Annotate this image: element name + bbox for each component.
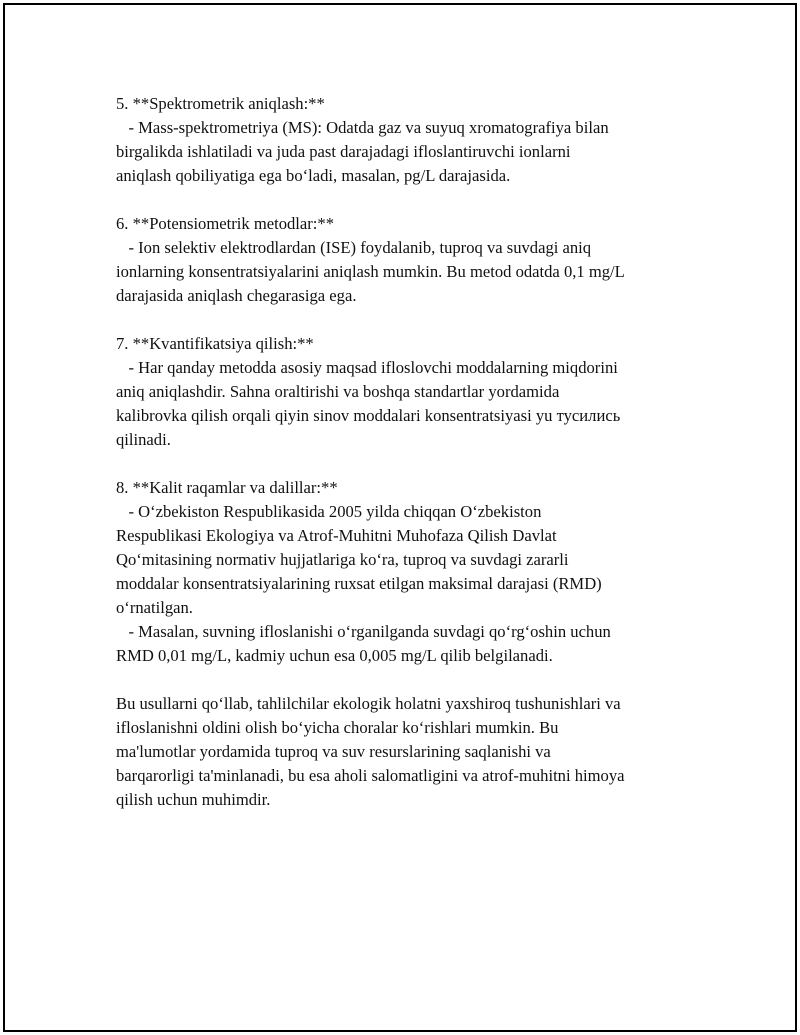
section-potensiometrik: [116, 212, 696, 308]
paragraph-line: aniqlash qobiliyatiga ega bo‘ladi, masalan, pg/L darajasida.: [116, 166, 511, 185]
bullet-line: - Mass-spektrometriya (MS): Odatda gaz va suyuq xromatografiya bilan: [116, 118, 609, 137]
paragraph-line: qilinadi.: [116, 430, 171, 449]
paragraph-line: kalibrovka qilish orqali qiyin sinov moddalari konsentratsiyasi yu тусились: [116, 406, 621, 425]
paragraph-line: ifloslanishni oldini olish bo‘yicha choralar ko‘rishlari mumkin. Bu: [116, 718, 559, 737]
paragraph-line: moddalar konsentratsiyalarining ruxsat etilgan maksimal darajasi (RMD): [116, 574, 602, 593]
paragraph-line: Respublikasi Ekologiya va Atrof-Muhitni Muhofaza Qilish Davlat: [116, 526, 557, 545]
paragraph-line: barqarorligi ta'minlanadi, bu esa aholi salomatligini va atrof-muhitni himoya: [116, 766, 625, 785]
section-heading: 6. **Potensiometrik metodlar:**: [116, 214, 334, 233]
paragraph-line: aniq aniqlashdir. Sahna oraltirishi va boshqa standartlar yordamida: [116, 382, 560, 401]
paragraph-line: Bu usullarni qo‘llab, tahlilchilar ekologik holatni yaxshiroq tushunishlari va: [116, 694, 621, 713]
paragraph-line: o‘rnatilgan.: [116, 598, 193, 617]
paragraph-line: qilish uchun muhimdir.: [116, 790, 271, 809]
section-kalit-raqamlar: [116, 476, 696, 668]
bullet-line: - Har qanday metodda asosiy maqsad ifloslovchi moddalarning miqdorini: [116, 358, 618, 377]
bullet-line: - O‘zbekiston Respublikasida 2005 yilda chiqqan O‘zbekiston: [116, 502, 542, 521]
paragraph-line: ionlarning konsentratsiyalarini aniqlash mumkin. Bu metod odatda 0,1 mg/L: [116, 262, 625, 281]
bullet-line: - Ion selektiv elektrodlardan (ISE) foydalanib, tuproq va suvdagi aniq: [116, 238, 592, 257]
paragraph-line: ma'lumotlar yordamida tuproq va suv resurslarining saqlanishi va: [116, 742, 551, 761]
section-conclusion: [116, 692, 696, 812]
section-heading: 8. **Kalit raqamlar va dalillar:**: [116, 478, 338, 497]
section-spektrometrik: [116, 92, 696, 188]
paragraph-line: RMD 0,01 mg/L, kadmiy uchun esa 0,005 mg/L qilib belgilanadi.: [116, 646, 553, 665]
paragraph-line: darajasida aniqlash chegarasiga ega.: [116, 286, 357, 305]
bullet-line: - Masalan, suvning ifloslanishi o‘rganilganda suvdagi qo‘rg‘oshin uchun: [116, 622, 611, 641]
section-heading: 5. **Spektrometrik aniqlash:**: [116, 94, 325, 113]
section-kvantifikatsiya: [116, 332, 696, 452]
paragraph-line: Qo‘mitasining normativ hujjatlariga ko‘ra, tuproq va suvdagi zararli: [116, 550, 569, 569]
document-body: [116, 92, 696, 836]
section-heading: 7. **Kvantifikatsiya qilish:**: [116, 334, 314, 353]
paragraph-line: birgalikda ishlatiladi va juda past darajadagi ifloslantiruvchi ionlarni: [116, 142, 571, 161]
